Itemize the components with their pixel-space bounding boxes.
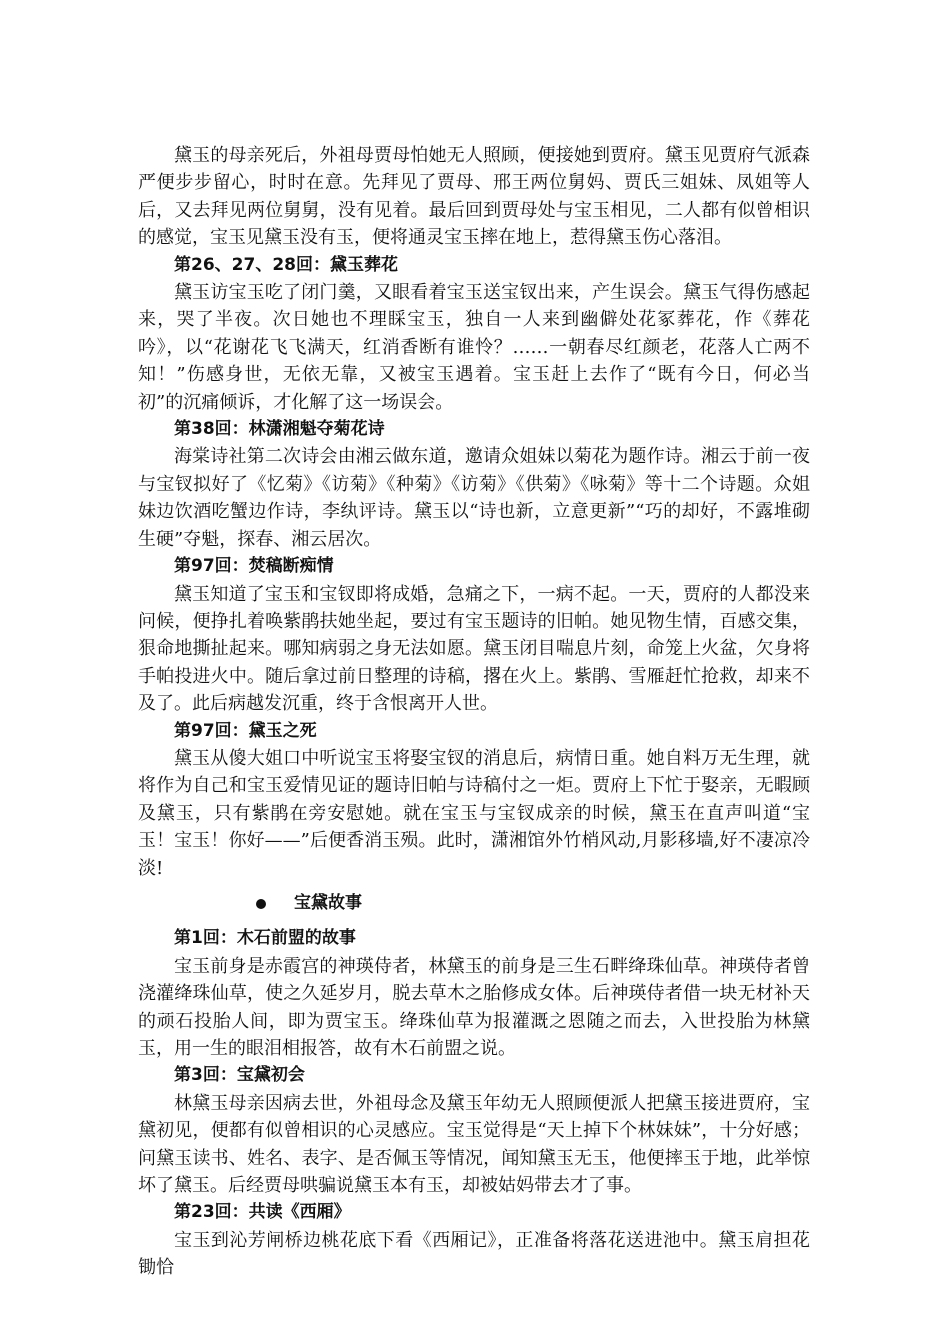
section-heading: 第38回：林潇湘魁夺菊花诗 — [174, 419, 385, 440]
paragraph: 黛玉访宝玉吃了闭门羹，又眼看着宝玉送宝钗出来，产生误会。黛玉气得伤感起来，哭了半夜。次日她也不理睬宝玉，独自一人来到幽僻处花冢葬花，作《葬花吟》，以“花谢花飞飞满天，红消香断有谁怜？……一朝春尽红颜老，花落人亡两不知！”伤感身世，无依无靠，又被宝玉遇着。宝玉赶上去作了“既有今日，何必当初”的沉痛倾诉，才化解了这一场误会。 — [138, 282, 810, 413]
paragraph: 林黛玉母亲因病去世，外祖母念及黛玉年幼无人照顾便派人把黛玉接进贾府，宝黛初见，便都有似曾相识的心灵感应。宝玉觉得是“天上掉下个林妹妹”，十分好感；问黛玉读书、姓名、表字、是否佩玉等情况，闻知黛玉无玉，他便摔玉于地，此举惊坏了黛玉。后经贾母哄骗说黛玉本有玉，却被姑妈带去才了事。 — [138, 1092, 810, 1197]
paragraph: 黛玉的母亲死后，外祖母贾母怕她无人照顾，便接她到贾府。黛玉见贾府气派森严便步步留心，时时在意。先拜见了贾母、邢王两位舅妈、贾氏三姐妹、凤姐等人后，又去拜见两位舅舅，没有见着。最后回到贾母处与宝玉相见，二人都有似曾相识的感觉，宝玉见黛玉没有玉，便将通灵宝玉摔在地上，惹得黛玉伤心落泪。 — [138, 145, 810, 249]
section-heading: 第3回：宝黛初会 — [174, 1065, 305, 1086]
section-heading: 第26、27、28回：黛玉葬花 — [174, 254, 398, 275]
section-heading: 第97回：黛玉之死 — [174, 720, 317, 741]
paragraph: 宝玉前身是赤霞宫的神瑛侍者，林黛玉的前身是三生石畔绛珠仙草。神瑛侍者曾浇灌绛珠仙草，使之久延岁月，脱去草木之胎修成女体。后神瑛侍者借一块无材补天的顽石投胎人间，即为贾宝玉。绛珠仙草为报灌溉之恩随之而去，入世投胎为林黛玉，用一生的眼泪相报答，故有木石前盟之说。 — [138, 955, 810, 1059]
bullet-heading — [138, 890, 810, 917]
section-heading: 第23回：共读《西厢》 — [174, 1202, 351, 1223]
paragraph: 海棠诗社第二次诗会由湘云做东道，邀请众姐妹以菊花为题作诗。湘云于前一夜与宝钗拟好了《忆菊》《访菊》《种菊》《访菊》《供菊》《咏菊》等十二个诗题。众姐妹边饮酒吃蟹边作诗，李纨评诗。黛玉以“诗也新，立意更新”“巧的却好，不露堆砌生硬”夺魁，探春、湘云居次。 — [138, 446, 810, 550]
paragraph: 宝玉到沁芳闸桥边桃花底下看《西厢记》，正准备将落花送进池中。黛玉肩担花锄恰 — [138, 1229, 810, 1279]
document-page — [138, 142, 810, 1282]
section-heading: 第1回：木石前盟的故事 — [174, 928, 356, 949]
bullet-dot-icon — [256, 899, 266, 909]
paragraph: 黛玉知道了宝玉和宝钗即将成婚，急痛之下，一病不起。一天，贾府的人都没来问候，便挣扎着唤紫鹃扶她坐起，要过有宝玉题诗的旧帕。她见物生情，百感交集，狠命地撕扯起来。哪知病弱之身无法如愿。黛玉闭目喘息片刻，命笼上火盆，欠身将手帕投进火中。随后拿过前日整理的诗稿，撂在火上。紫鹃、雪雁赶忙抢救，却来不及了。此后病越发沉重，终于含恨离开人世。 — [138, 583, 810, 715]
section-heading: 第97回：焚稿断痴情 — [174, 556, 334, 577]
paragraph: 黛玉从傻大姐口中听说宝玉将娶宝钗的消息后，病情日重。她自料万无生理，就将作为自己和宝玉爱情见证的题诗旧帕与诗稿付之一炬。贾府上下忙于娶亲，无暇顾及黛玉，只有紫鹃在旁安慰她。就在宝玉与宝钗成亲的时候，黛玉在直声叫道“宝玉！宝玉！你好——”后便香消玉殒。此时，潇湘馆外竹梢风动,月影移墙,好不凄凉冷淡! — [138, 747, 810, 879]
bullet-heading-text: 宝黛故事 — [294, 892, 362, 913]
